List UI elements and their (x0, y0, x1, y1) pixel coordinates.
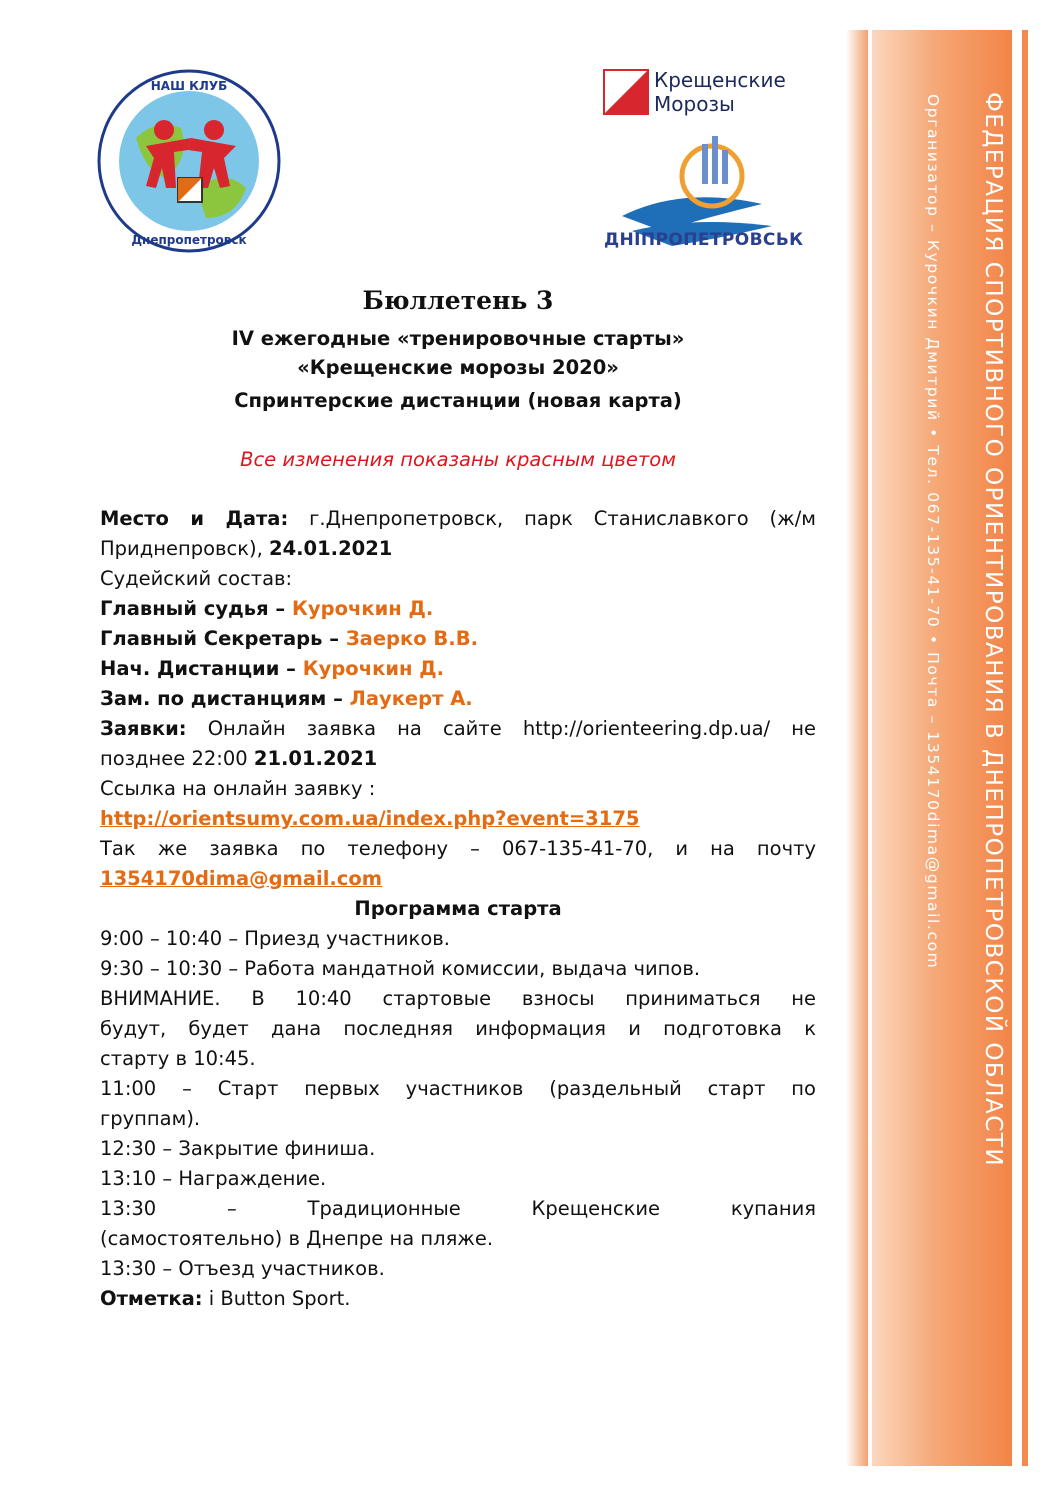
judge-course-chief (100, 654, 816, 684)
applications-line (100, 714, 816, 744)
marking-line (100, 1284, 816, 1314)
event-logo-title-2: Морозы (654, 92, 735, 116)
program-item: 9:30 – 10:30 – Работа мандатной комиссии, выдача чипов. (100, 957, 701, 980)
email-line (100, 864, 816, 894)
registration-link[interactable]: http://orientsumy.com.ua/index.php?event=3175 (100, 807, 640, 830)
event-subtitle-1: IV ежегодные «тренировочные старты» (231, 327, 685, 350)
city-logo-text: ДНІПРОПЕТРОВСЬК (604, 230, 804, 250)
judge-role: Главный судья – (100, 597, 292, 620)
marking-label: Отметка: (100, 1287, 203, 1310)
event-subtitle-3: Спринтерские дистанции (новая карта) (234, 389, 682, 412)
place-value-2: Приднепровск), (100, 537, 269, 560)
sidebar-band-line (1022, 30, 1028, 1466)
event-subtitle-2: «Крещенские морозы 2020» (297, 356, 619, 379)
email-link[interactable]: 1354170dima@gmail.com (100, 867, 383, 890)
deadline-text: позднее 22:00 (100, 747, 254, 770)
program-item: будут, будет дана последняя информация и подготовка к (100, 1017, 816, 1040)
place-line (100, 504, 816, 534)
judge-name: Курочкин Д. (291, 597, 434, 620)
deadline-line (100, 744, 816, 774)
judge-role: Главный Секретарь – (100, 627, 346, 650)
bulletin-body (100, 504, 816, 1314)
link-label: Ссылка на онлайн заявку : (100, 777, 376, 800)
changes-note: Все изменения показаны красным цветом (240, 448, 676, 471)
judge-name: Курочкин Д. (302, 657, 445, 680)
svg-text:Днепропетровск: Днепропетровск (131, 233, 247, 247)
judge-name: Лаукерт А. (349, 687, 473, 710)
applications-text: Онлайн заявка на сайте http://orienteering.dp.ua/ не (186, 717, 816, 740)
program-title: Программа старта (354, 897, 562, 920)
marking-value: i Button Sport. (202, 1287, 351, 1310)
place-label: Место и Дата: (100, 507, 289, 530)
program-item: (самостоятельно) в Днепре на пляже. (100, 1227, 494, 1250)
judge-role: Зам. по дистанциям – (100, 687, 350, 710)
program-item: группам). (100, 1107, 201, 1130)
judge-course-deputy (100, 684, 816, 714)
event-date: 24.01.2021 (269, 537, 393, 560)
bulletin-title: Бюллетень 3 (362, 286, 554, 315)
phone-line: Так же заявка по телефону – 067-135-41-70, и на почту (100, 837, 816, 860)
event-logo-title (654, 68, 786, 116)
deadline-date: 21.01.2021 (253, 747, 378, 770)
program-item: 11:00 – Старт первых участников (раздельный старт по (100, 1077, 816, 1100)
judge-main (100, 594, 816, 624)
program-item: 13:30 – Традиционные Крещенские купания (100, 1197, 816, 1220)
program-item: старту в 10:45. (100, 1047, 256, 1070)
place-value: г.Днепропетровск, парк Станиславкого (ж/м (288, 507, 816, 530)
sidebar-band-edge (846, 30, 868, 1466)
applications-label: Заявки: (100, 717, 187, 740)
judge-secretary (100, 624, 816, 654)
program-item: 9:00 – 10:40 – Приезд участников. (100, 927, 450, 950)
judges-title: Судейский состав: (100, 567, 293, 590)
judge-role: Нач. Дистанции – (100, 657, 303, 680)
svg-text:НАШ КЛУБ: НАШ КЛУБ (150, 79, 228, 93)
program-item: 13:10 – Награждение. (100, 1167, 327, 1190)
program-item: ВНИМАНИЕ. В 10:40 стартовые взносы приниматься не (100, 987, 816, 1010)
event-logo-title-1: Крещенские (654, 68, 786, 92)
club-logo (96, 68, 282, 254)
program-item: 12:30 – Закрытие финиша. (100, 1137, 376, 1160)
registration-link-line (100, 804, 816, 834)
judge-name: Заерко В.В. (345, 627, 478, 650)
organizer-contacts: Организатор – Курочкин Дмитрий • Тел. 067-135-41-70 • Почта – 1354170dima@gmail.com (924, 94, 942, 970)
federation-title: ФЕДЕРАЦИЯ СПОРТИВНОГО ОРИЕНТИРОВАНИЯ В ДНЕПРОПЕТРОВСКОЙ ОБЛАСТИ (980, 92, 1006, 1168)
program-item: 13:30 – Отъезд участников. (100, 1257, 385, 1280)
date-line (100, 534, 816, 564)
